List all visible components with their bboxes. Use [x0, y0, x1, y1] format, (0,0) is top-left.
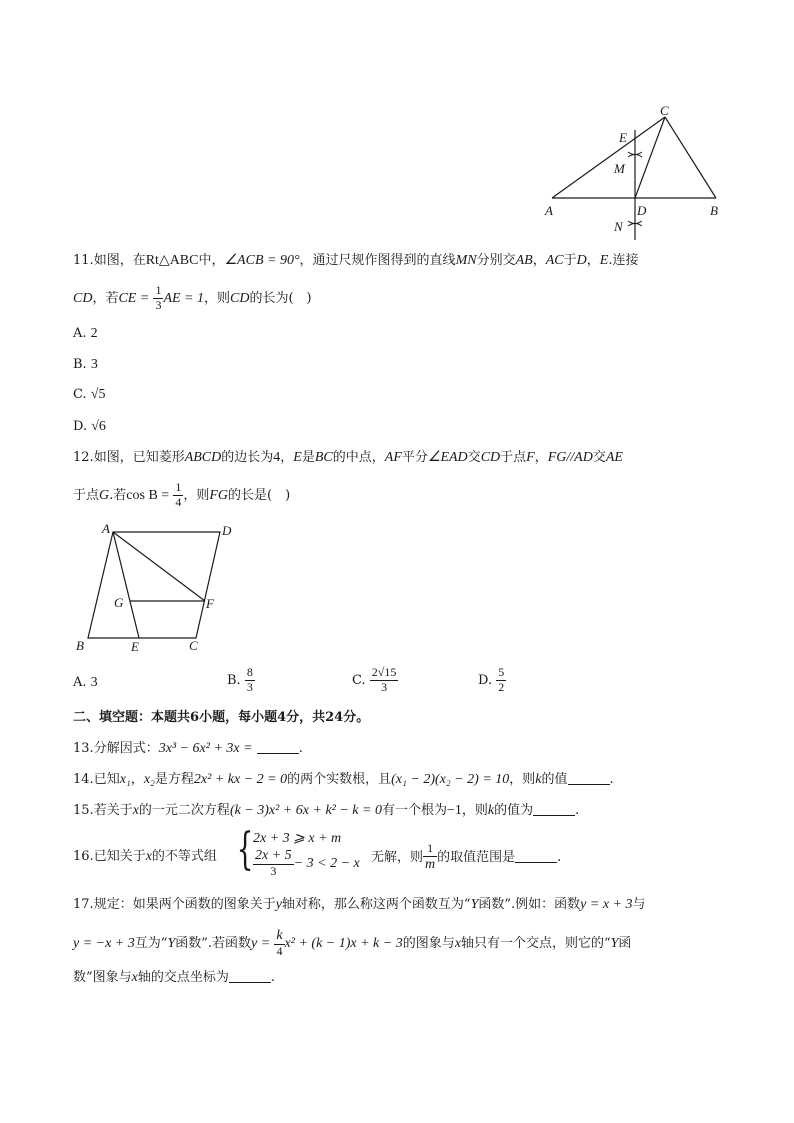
option-value: √6	[91, 419, 106, 434]
text: ，则	[204, 290, 231, 306]
math: CD	[230, 290, 250, 306]
math: cos B =	[126, 487, 170, 503]
q17-line3	[73, 971, 275, 985]
q17-number: 17.	[73, 897, 94, 912]
answer-blank[interactable]	[257, 753, 299, 754]
math: k	[535, 772, 542, 787]
answer-blank[interactable]	[568, 784, 610, 785]
math: −1	[446, 803, 462, 818]
label-A: A	[102, 521, 110, 536]
q14	[73, 773, 614, 787]
math: 4	[273, 450, 281, 465]
math: F	[526, 450, 535, 465]
text: 4	[277, 710, 287, 725]
math: y =	[251, 935, 271, 951]
fraction	[173, 481, 183, 510]
q11-line1	[73, 254, 638, 268]
math: 3x³ − 6x² + 3x =	[158, 741, 253, 756]
q12-option-c[interactable]	[352, 666, 398, 695]
text: 已知	[93, 772, 120, 787]
label-M: M	[614, 161, 625, 176]
math: G	[99, 487, 110, 503]
label-C: C	[660, 103, 669, 118]
fraction	[496, 666, 506, 695]
denominator: 4	[276, 944, 283, 959]
numerator: 5	[498, 665, 505, 679]
math: CE =	[118, 290, 150, 306]
denominator: m	[425, 856, 436, 872]
q11-line2	[73, 284, 312, 313]
text: 无解，则	[371, 849, 424, 865]
text: 如图，在	[93, 253, 146, 268]
math: k	[487, 803, 495, 818]
text: 的长是( )	[228, 487, 291, 503]
q12-number: 12.	[73, 450, 94, 465]
math: Y	[610, 935, 619, 951]
option-value: 3	[90, 675, 98, 690]
fraction	[370, 666, 399, 695]
text: 的一元二次方程	[138, 803, 230, 818]
numerator: 8	[246, 665, 253, 679]
option-letter: C.	[73, 387, 87, 402]
label-C: C	[189, 638, 198, 653]
math: AE	[605, 450, 623, 465]
text: ，	[586, 253, 600, 268]
numerator: 1	[155, 283, 162, 297]
text: ，通过尺规作图得到的直线	[299, 253, 456, 268]
math: 2x² + kx − 2 = 0	[193, 772, 288, 787]
text: 于点	[500, 450, 527, 465]
text: 的取值范围是	[437, 849, 516, 865]
math: y	[275, 897, 282, 912]
q12-option-b[interactable]	[227, 666, 255, 695]
fraction	[153, 284, 163, 313]
text: .	[557, 849, 562, 865]
label-B: B	[710, 203, 718, 218]
text: .	[298, 741, 303, 756]
option-letter: A.	[73, 675, 87, 690]
math: E	[599, 253, 609, 268]
fraction	[423, 842, 437, 873]
option-value: 3	[90, 357, 98, 372]
math: x	[132, 803, 139, 818]
option-letter: A.	[73, 326, 87, 341]
q17-line1	[73, 898, 646, 912]
inequality-2	[253, 848, 360, 879]
q11-number: 11.	[73, 253, 94, 268]
q14-number: 14.	[73, 772, 94, 787]
math: y = x + 3	[580, 897, 633, 912]
math: AE = 1	[163, 290, 205, 306]
label-D: D	[637, 203, 647, 218]
math: x	[454, 935, 461, 951]
q13	[73, 742, 303, 756]
text: ，则	[183, 487, 210, 503]
q16	[73, 824, 562, 879]
text: 6	[190, 710, 200, 725]
math: CD	[480, 450, 501, 465]
math: BC	[314, 450, 333, 465]
denominator: 3	[246, 679, 253, 694]
math: Y	[470, 897, 479, 912]
numerator: 2x + 5	[253, 848, 294, 865]
label-N: N	[614, 219, 623, 234]
text: 于点	[73, 487, 100, 503]
answer-blank[interactable]	[515, 862, 557, 863]
text: .	[575, 803, 580, 818]
text: ，	[280, 450, 294, 465]
segment-AC	[552, 117, 665, 198]
q11-option-b[interactable]	[73, 358, 98, 372]
math: ∠ACB = 90°	[224, 253, 300, 268]
text: 已知关于	[93, 849, 146, 864]
text: .	[270, 970, 276, 985]
text: 24	[325, 710, 344, 725]
q12-option-a[interactable]	[73, 676, 98, 690]
label-E: E	[131, 639, 139, 654]
label-A: A	[545, 203, 553, 218]
text: 与	[632, 897, 646, 912]
fraction	[253, 848, 294, 879]
text: 的值	[541, 772, 568, 787]
denominator: 2	[498, 679, 505, 694]
text: 函数”.若函数	[175, 935, 252, 951]
text: ，	[534, 450, 548, 465]
q11-option-a[interactable]	[73, 327, 98, 341]
text: 如图，已知菱形	[93, 450, 185, 465]
text: 分。	[343, 710, 370, 725]
answer-blank[interactable]	[533, 815, 575, 816]
text: ，	[130, 772, 144, 787]
segment-BC	[665, 117, 716, 198]
math: FG	[209, 487, 229, 503]
math: x	[131, 970, 138, 985]
rhombus-ABCD	[88, 532, 220, 638]
math: D	[576, 253, 587, 268]
math: MN	[455, 253, 477, 268]
text: 中，	[198, 253, 225, 268]
math: x² + (k − 1)x + k − 3	[284, 935, 403, 951]
q13-number: 13.	[73, 741, 94, 756]
math: (x₁ − 2)(x₂ − 2) = 10	[391, 772, 510, 787]
q12-option-d[interactable]	[478, 666, 506, 695]
text: 若关于	[93, 803, 133, 818]
fraction	[245, 666, 255, 695]
denominator: 4	[175, 494, 182, 509]
label-F: F	[206, 596, 214, 611]
math: AC	[545, 253, 564, 268]
text: 规定：如果两个函数的图象关于	[93, 897, 276, 912]
math: AB	[515, 253, 533, 268]
text: 平分	[401, 450, 428, 465]
text: 的边长为	[221, 450, 274, 465]
text: 分别交	[476, 253, 516, 268]
numerator: k	[274, 928, 284, 945]
text: 分，共	[286, 710, 326, 725]
left-brace: {	[236, 824, 254, 875]
text: 的中点，	[332, 450, 385, 465]
math: Y	[167, 935, 176, 951]
figure-q12	[70, 518, 240, 658]
q15-number: 15.	[73, 803, 94, 818]
text: 函数”.例如：函数	[478, 897, 581, 912]
option-letter: C.	[352, 672, 366, 688]
denominator: 3	[155, 297, 162, 312]
math: x₂	[143, 772, 155, 787]
q12-line1	[73, 451, 623, 465]
text: 小题，每小题	[199, 710, 278, 725]
text: ，则	[461, 803, 488, 818]
text: .若	[109, 487, 127, 503]
math: CD	[73, 290, 93, 306]
numerator: 1	[175, 480, 182, 494]
text: 于	[563, 253, 577, 268]
math: (k − 3)x² + 6x + k² − k = 0	[229, 803, 382, 818]
option-value: √5	[90, 387, 106, 402]
text: 数”图象与	[73, 970, 132, 985]
math: Rt△ABC	[145, 253, 199, 268]
q12-line2	[73, 481, 290, 510]
q17-line2	[73, 928, 631, 959]
q16-number: 16.	[73, 849, 94, 864]
option-letter: D.	[73, 419, 88, 434]
text: 是方程	[154, 772, 194, 787]
fraction	[274, 928, 284, 959]
math: ABCD	[184, 450, 222, 465]
text: 二、填空题：本题共	[73, 710, 191, 725]
section-heading	[73, 711, 369, 724]
text: 的值为	[494, 803, 534, 818]
text: ，则	[509, 772, 536, 787]
q11-option-c[interactable]	[73, 388, 105, 402]
figure-q11	[540, 100, 730, 245]
text: 的长为( )	[249, 290, 312, 306]
segment-CD	[635, 117, 665, 198]
option-letter: D.	[478, 672, 493, 688]
text: ，	[532, 253, 546, 268]
text: 轴的交点坐标为	[137, 970, 229, 985]
option-letter: B.	[227, 672, 241, 688]
math: − 3 < 2 − x	[293, 855, 360, 871]
text: 轴对称，那么称这两个函数互为“	[281, 897, 471, 912]
label-B: B	[76, 638, 84, 653]
math: x	[145, 849, 152, 864]
answer-blank[interactable]	[229, 982, 271, 983]
text: 的图象与	[402, 935, 455, 951]
math: FG//AD	[547, 450, 593, 465]
text: 的两个实数根，且	[287, 772, 392, 787]
text: 轴只有一个交点，则它的“	[460, 935, 611, 951]
inequality-1: 2x + 3 ⩾ x + m	[253, 831, 342, 846]
q11-option-d[interactable]	[73, 420, 106, 434]
option-letter: B.	[73, 357, 87, 372]
text: ，若	[92, 290, 119, 306]
text: 的不等式组	[151, 849, 217, 864]
q16-tail	[371, 842, 561, 873]
option-value: 2	[90, 326, 98, 341]
math: AF	[384, 450, 402, 465]
text: 交	[467, 450, 481, 465]
label-G: G	[114, 595, 124, 610]
math: ∠EAD	[427, 450, 468, 465]
numerator: 2√15	[371, 665, 397, 679]
text: 分解因式：	[93, 741, 159, 756]
text: .连接	[608, 253, 639, 268]
math: y = −x + 3	[73, 935, 135, 951]
text: .	[609, 772, 614, 787]
denominator: 3	[270, 864, 277, 879]
q15	[73, 804, 579, 818]
text: 是	[301, 450, 315, 465]
label-E: E	[619, 130, 627, 145]
text: 函	[618, 935, 632, 951]
label-D: D	[222, 523, 232, 538]
text: 交	[592, 450, 606, 465]
text: 互为“	[134, 935, 168, 951]
math: x₁	[119, 772, 131, 787]
denominator: 3	[381, 679, 388, 694]
inequality-system	[253, 832, 360, 879]
math: E	[293, 450, 302, 465]
text: 有一个根为	[381, 803, 447, 818]
numerator: 1	[423, 842, 437, 857]
